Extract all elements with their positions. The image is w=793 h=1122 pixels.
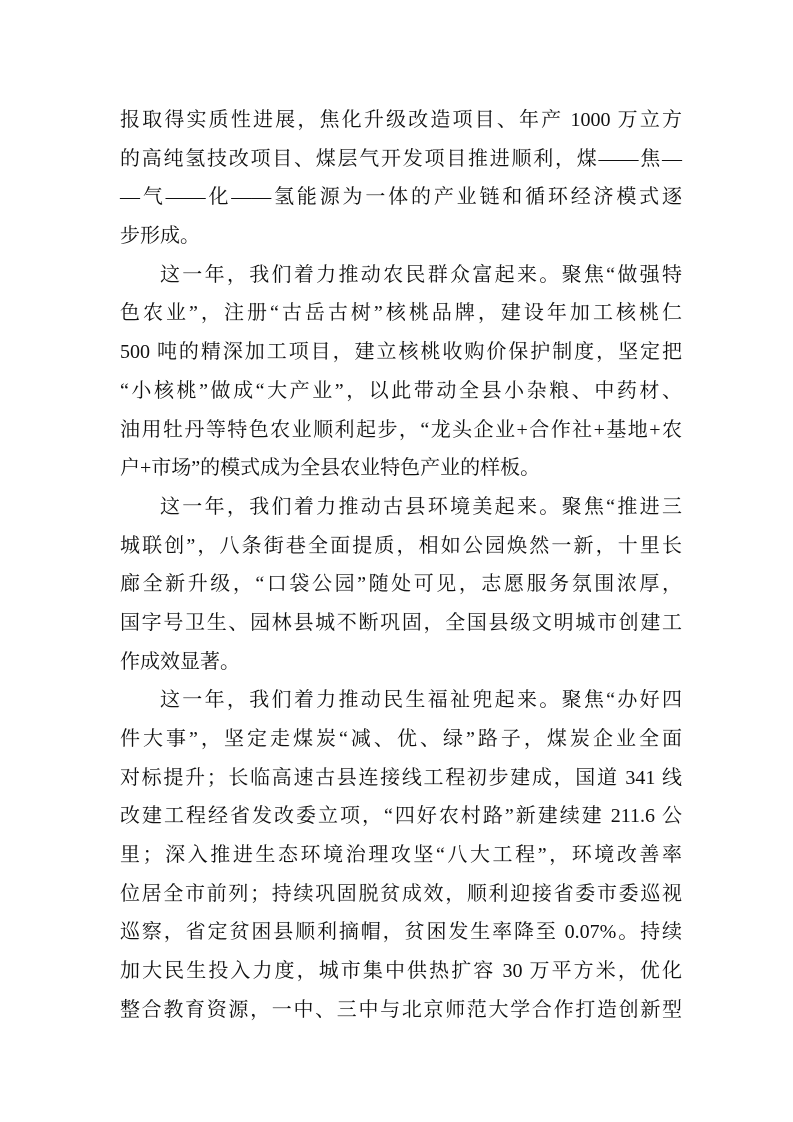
text-line: 城联创”，八条街巷全面提质，相如公园焕然一新，十里长 [120,534,682,557]
text-line: 对标提升；长临高速古县连接线工程初步建成，国道 341 线 [120,766,682,789]
text-line: 这一年，我们着力推动农民群众富起来。聚焦“做强特 [160,263,682,286]
text-line: 改建工程经省发改委立项，“四好农村路”新建续建 211.6 公 [120,805,682,828]
text-line: 位居全市前列；持续巩固脱贫成效，顺利迎接省委市委巡视 [120,882,682,905]
text-line: 里；深入推进生态环境治理攻坚“八大工程”，环境改善率 [120,844,682,867]
text-line: 加大民生投入力度，城市集中供热扩容 30 万平方米，优化 [120,960,682,983]
text-line: 的高纯氢技改项目、煤层气开发项目推进顺利，煤——焦— [120,147,682,170]
text-line: 廊全新升级，“口袋公园”随处可见，志愿服务氛围浓厚， [120,573,682,596]
text-line: 件大事”，坚定走煤炭“减、优、绿”路子，煤炭企业全面 [120,728,682,750]
paragraph [120,488,682,681]
text-line: 巡察，省定贫困县顺利摘帽，贫困发生率降至 0.07%。持续 [120,921,682,944]
text-line: 作成效显著。 [120,650,240,673]
text-line: 油用牡丹等特色农业顺利起步，“龙头企业+合作社+基地+农 [120,418,682,441]
paragraph [120,681,682,1029]
text-line: 户+市场”的模式成为全县农业特色产业的样板。 [120,457,541,480]
text-line: 色农业”，注册“古岳古树”核桃品牌，建设年加工核桃仁 [120,302,682,325]
text-line: 报取得实质性进展，焦化升级改造项目、年产 1000 万立方 [120,109,682,131]
text-line: “小核桃”做成“大产业”，以此带动全县小杂粮、中药材、 [120,379,682,402]
text-line: 这一年，我们着力推动民生福祉兜起来。聚焦“办好四 [160,689,682,712]
paragraph [120,256,682,488]
paragraph [120,101,682,256]
text-line: 500 吨的精深加工项目，建立核桃收购价保护制度，坚定把 [120,341,682,364]
document-page [120,101,682,1030]
text-line: 步形成。 [120,225,200,248]
text-line: 这一年，我们着力推动古县环境美起来。聚焦“推进三 [160,495,682,518]
text-line: —气——化——氢能源为一体的产业链和循环经济模式逐 [120,186,682,209]
text-line: 国字号卫生、园林县城不断巩固，全国县级文明城市创建工 [120,611,682,634]
text-line: 整合教育资源，一中、三中与北京师范大学合作打造创新型 [120,998,682,1021]
